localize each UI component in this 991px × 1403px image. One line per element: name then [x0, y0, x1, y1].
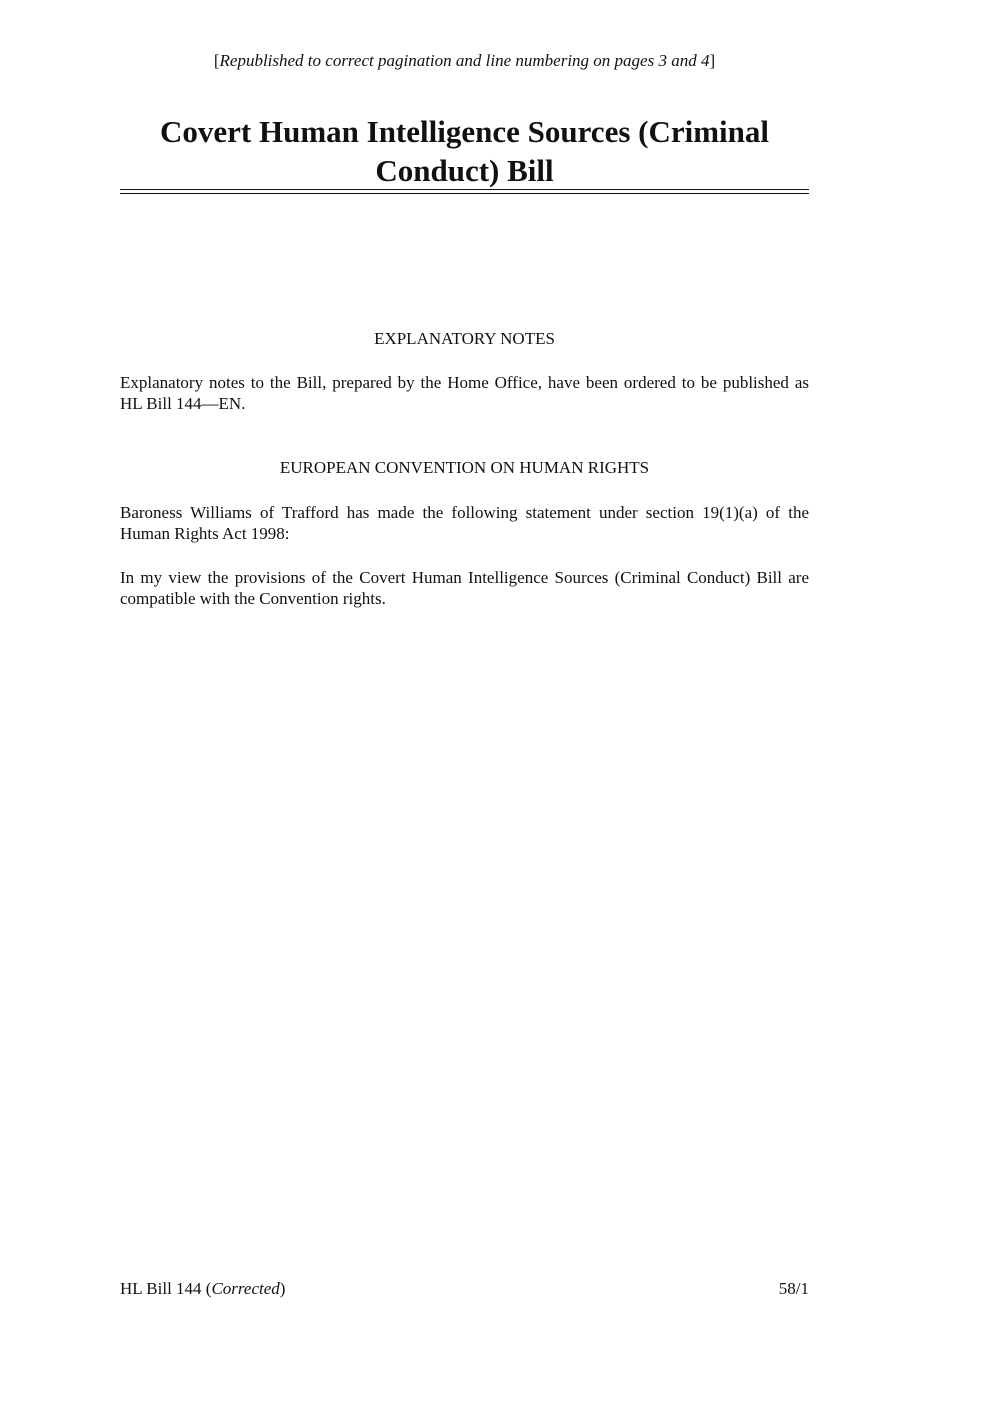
republished-note	[120, 50, 809, 72]
footer-open-paren: (	[201, 1279, 212, 1298]
footer-corrected-label: Corrected	[211, 1279, 280, 1298]
republished-close-bracket: ]	[709, 51, 716, 70]
echr-view-paragraph: In my view the provisions of the Covert Human Intelligence Sources (Criminal Conduct) Bill are compatible with the Convention rights.	[120, 568, 809, 608]
echr-heading: EUROPEAN CONVENTION ON HUMAN RIGHTS	[279, 458, 650, 477]
bill-title	[120, 112, 809, 190]
echr-statement-paragraph: Baroness Williams of Trafford has made the following statement under section 19(1)(a) of the Human Rights Act 1998:	[120, 503, 809, 543]
bill-title-line-2: Conduct) Bill	[375, 153, 554, 188]
explanatory-notes-paragraph: Explanatory notes to the Bill, prepared by the Home Office, have been ordered to be published as HL Bill 144—EN.	[120, 373, 809, 413]
footer-bill-reference	[120, 1278, 285, 1300]
footer-close-paren: )	[279, 1279, 286, 1298]
footer-bill-number: HL Bill 144	[120, 1279, 202, 1298]
republished-text: Republished to correct pagination and line numbering on pages 3 and 4	[219, 51, 710, 70]
republished-open-bracket: [	[213, 51, 220, 70]
footer-page-code: 58/1	[778, 1279, 809, 1298]
title-double-rule	[120, 189, 809, 194]
explanatory-notes-heading: EXPLANATORY NOTES	[374, 329, 555, 348]
bill-title-line-1: Covert Human Intelligence Sources (Criminal	[159, 114, 770, 149]
